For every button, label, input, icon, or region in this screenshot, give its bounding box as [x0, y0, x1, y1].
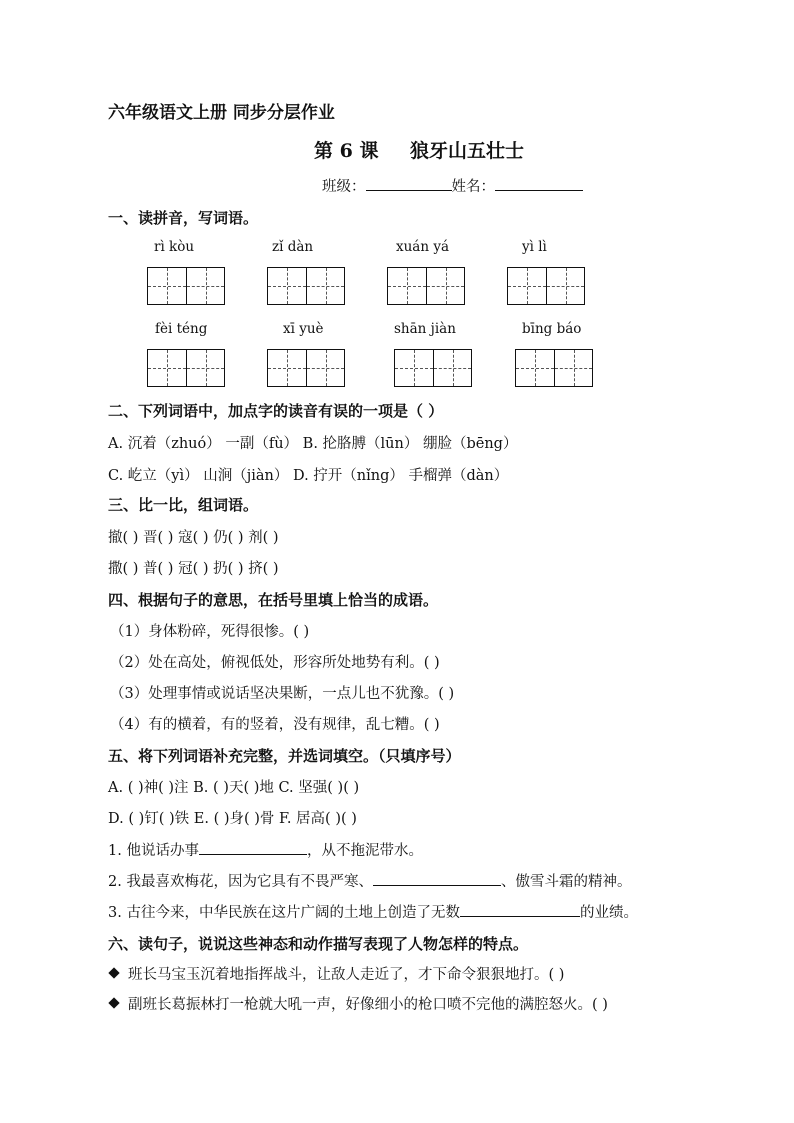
pinyin-label: fèi téng	[155, 321, 208, 337]
class-blank[interactable]	[366, 176, 452, 191]
answer-blank[interactable]	[199, 840, 307, 855]
pinyin-label: xī yuè	[283, 321, 324, 337]
character-grid[interactable]	[387, 267, 465, 305]
pinyin-label: shān jiàn	[394, 321, 456, 337]
answer-blank[interactable]	[460, 902, 580, 917]
compare-row: 撒( ) 普( ) 冠( ) 扔( ) 挤( )	[108, 561, 279, 577]
section3-heading: 三、比一比，组词语。	[108, 496, 259, 514]
pinyin-label: xuán yá	[396, 239, 450, 255]
character-grid[interactable]	[267, 267, 345, 305]
sentence-bullet: 副班长葛振林打一枪就大吼一声，好像细小的枪口喷不完他的满腔怒火。( )	[110, 993, 608, 1014]
choice-line: A. 沉着（zhuó） 一副（fù） B. 抡胳膊（lūn） 绷脸（bēng）	[108, 436, 518, 452]
sentence-bullet: 班长马宝玉沉着地指挥战斗，让敌人走近了，才下命令狠狠地打。( )	[110, 963, 564, 984]
section1-heading: 一、读拼音，写词语。	[108, 209, 259, 227]
section2-heading: 二、下列词语中，加点字的读音有误的一项是（ ）	[108, 402, 444, 420]
character-grid[interactable]	[507, 267, 585, 305]
student-info	[322, 175, 583, 196]
idiom-item: （1）身体粉碎，死得很惨。( )	[110, 624, 310, 640]
word-row: D. ( )钉( )铁 E. ( )身( )骨 F. 居高( )( )	[108, 811, 357, 827]
idiom-item: （3）处理事情或说话坚决果断，一点儿也不犹豫。( )	[110, 686, 455, 702]
character-grid[interactable]	[147, 267, 225, 305]
pinyin-label: rì kòu	[154, 239, 195, 255]
character-grid[interactable]	[515, 349, 593, 387]
pinyin-label: yì lì	[522, 239, 547, 255]
fill-sentence-3: 3. 古往今来，中华民族在这片广阔的土地上创造了无数 的业绩。	[108, 901, 638, 922]
name-blank[interactable]	[495, 176, 583, 191]
diamond-bullet-icon	[108, 967, 119, 978]
compare-row: 撤( ) 晋( ) 寇( ) 仍( ) 剂( )	[108, 530, 279, 546]
answer-blank[interactable]	[373, 871, 501, 886]
section6-heading: 六、读句子，说说这些神态和动作描写表现了人物怎样的特点。	[108, 935, 529, 953]
worksheet-subtitle: 六年级语文上册 同步分层作业	[108, 103, 335, 123]
section5-heading: 五、将下列词语补充完整，并选词填空。（只填序号）	[108, 747, 461, 765]
diamond-bullet-icon	[108, 997, 119, 1008]
class-label: 班级：	[322, 179, 366, 195]
fill-sentence-1: 1. 他说话办事 ，从不拖泥带水。	[108, 839, 423, 860]
pinyin-label: bīng báo	[522, 321, 582, 337]
character-grid[interactable]	[394, 349, 472, 387]
choice-line: C. 屹立（yì） 山涧（jiàn） D. 拧开（nǐng） 手榴弹（dàn）	[108, 468, 509, 484]
idiom-item: （2）处在高处，俯视低处，形容所处地势有利。( )	[110, 655, 440, 671]
name-label: 姓名：	[451, 179, 495, 195]
word-row: A. ( )神( )注 B. ( )天( )地 C. 坚强( )( )	[108, 780, 360, 796]
pinyin-label: zǐ dàn	[272, 239, 314, 255]
character-grid[interactable]	[147, 349, 225, 387]
lesson-number: 第 6 课	[314, 140, 379, 162]
section4-heading: 四、根据句子的意思，在括号里填上恰当的成语。	[108, 591, 439, 609]
fill-sentence-2: 2. 我最喜欢梅花，因为它具有不畏严寒、 、傲雪斗霜的精神。	[108, 870, 631, 891]
character-grid[interactable]	[267, 349, 345, 387]
idiom-item: （4）有的横着，有的竖着，没有规律，乱七糟。( )	[110, 717, 440, 733]
page-title: 狼牙山五壮士	[410, 140, 525, 162]
